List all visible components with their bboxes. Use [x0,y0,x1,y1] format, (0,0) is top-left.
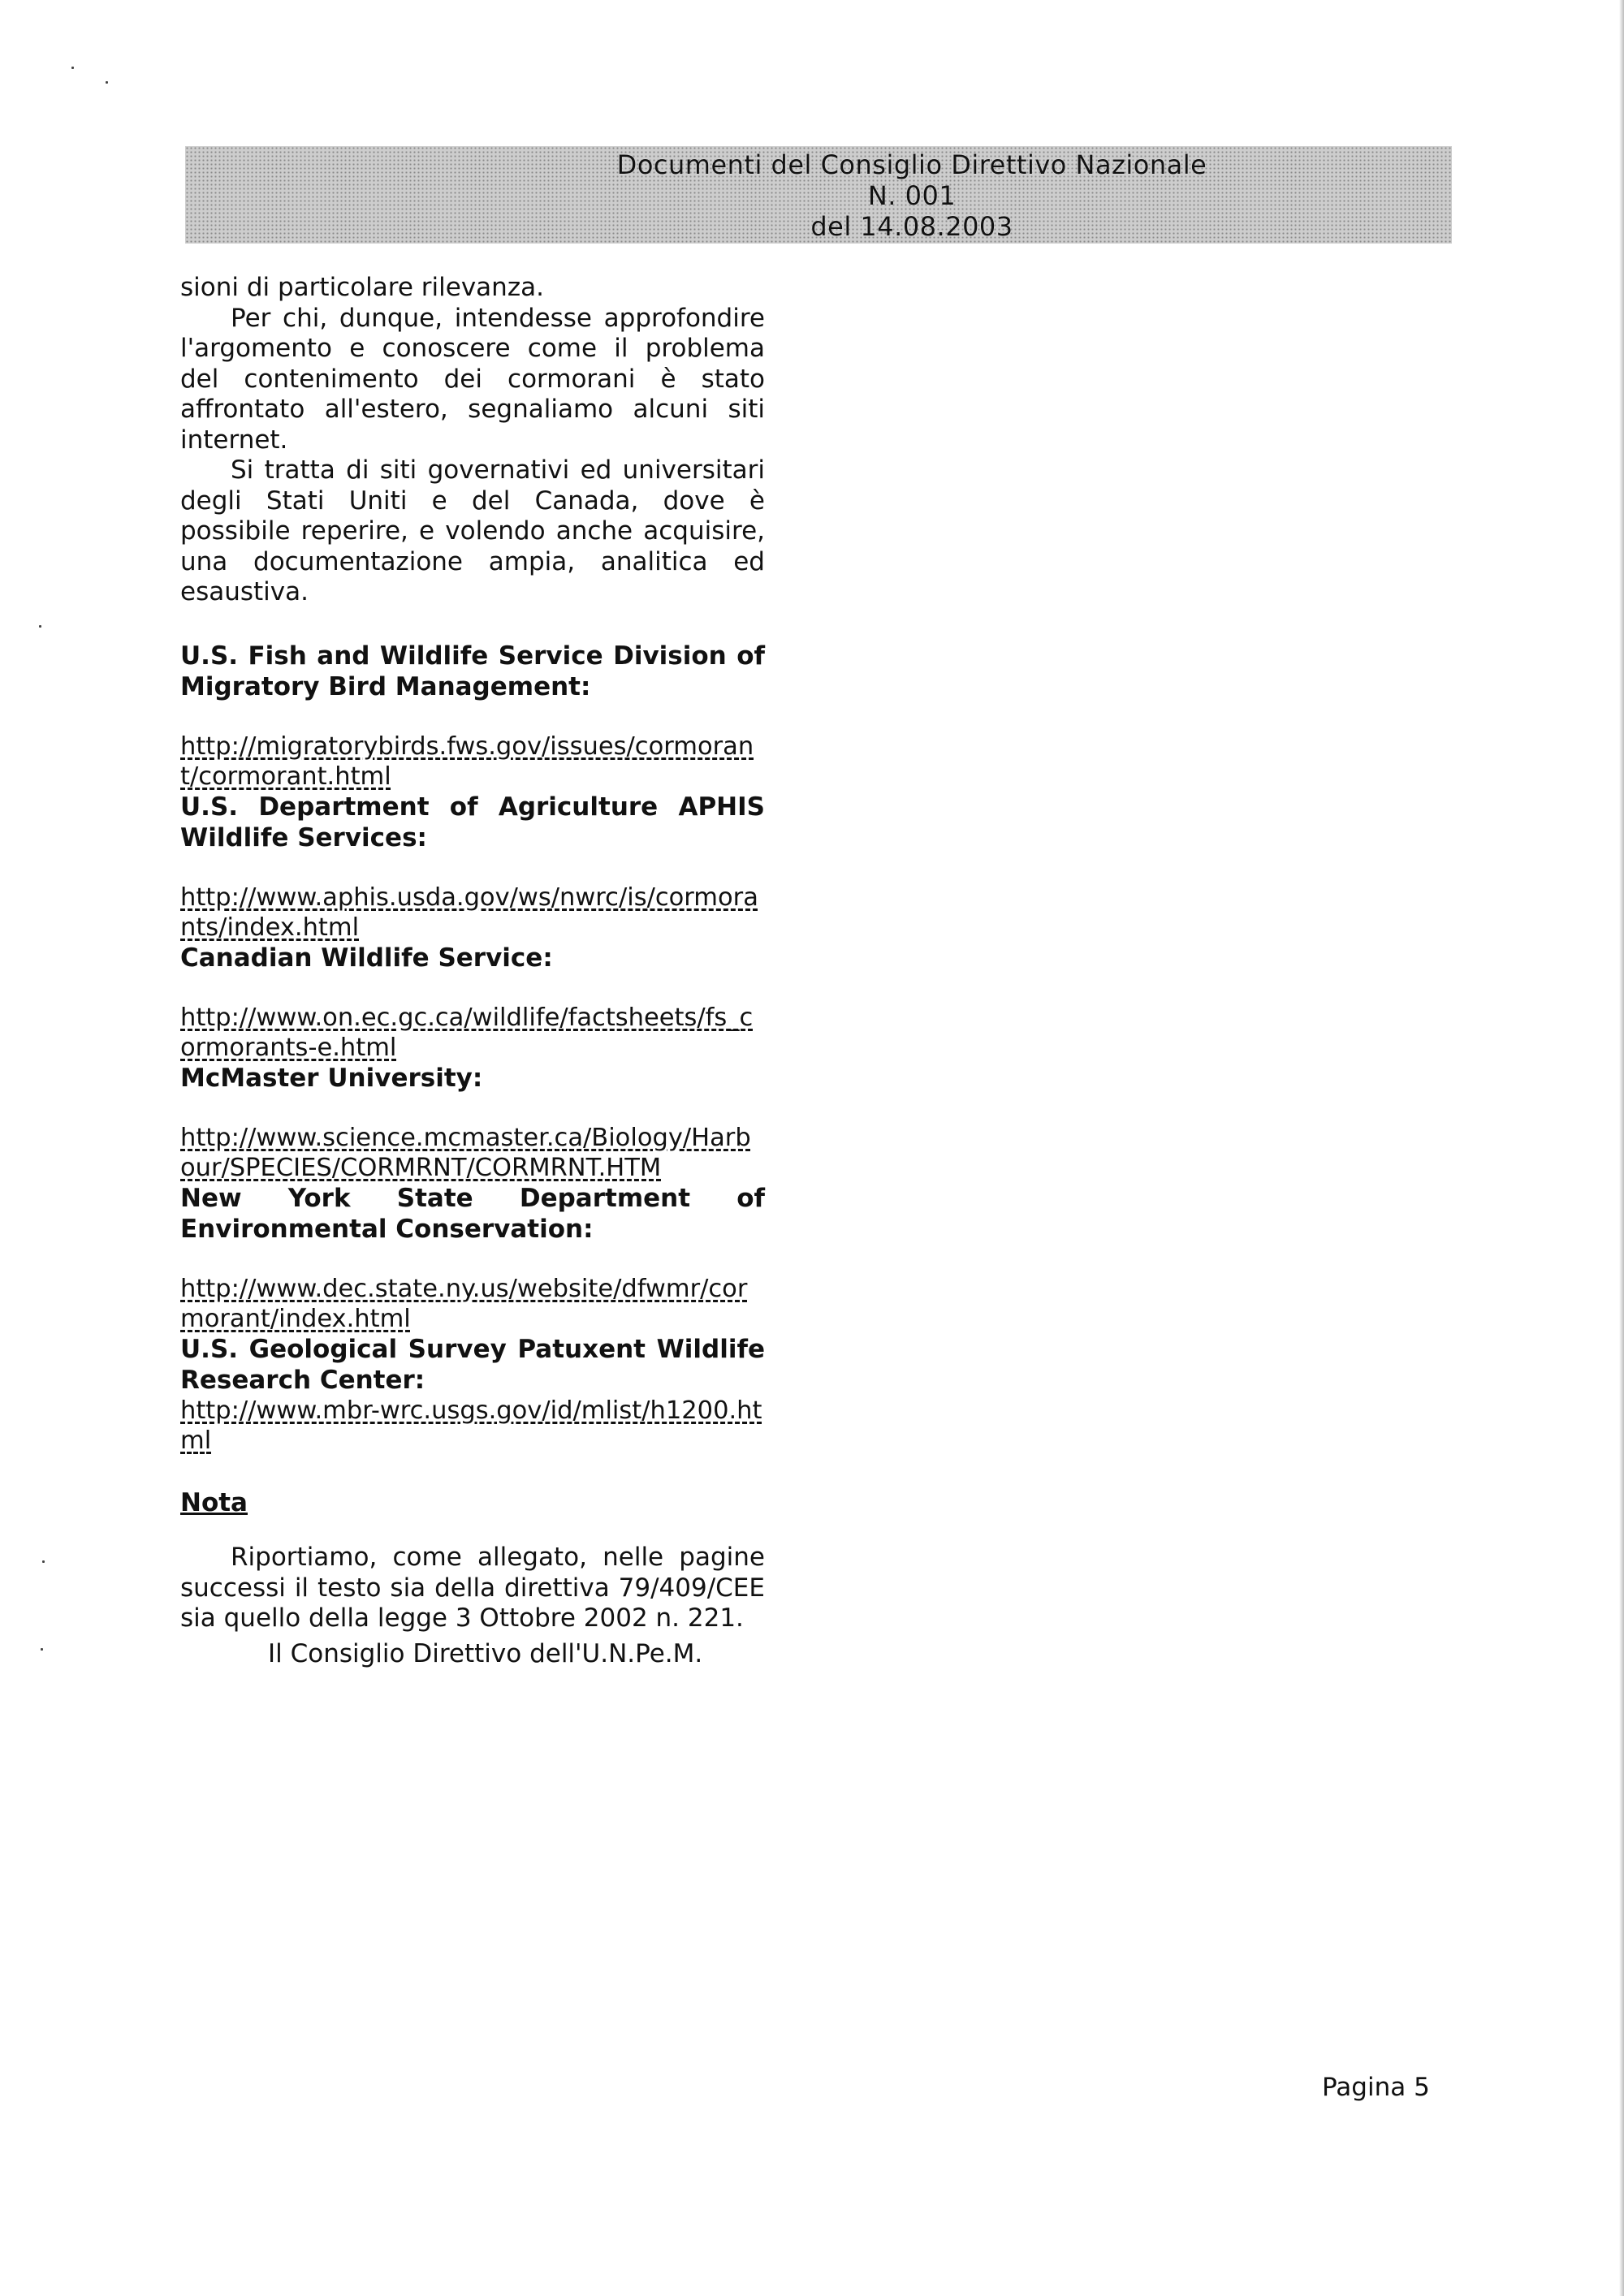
scan-speck [106,81,108,84]
text-column [180,273,765,1634]
header-title: Documenti del Consiglio Direttivo Nazionale [616,149,1207,180]
resource-entry [180,1063,765,1183]
resource-entry [180,1183,765,1334]
scan-speck [71,67,74,69]
page-number: Pagina 5 [1322,2073,1430,2102]
nota-paragraph: Riportiamo, come allegato, nelle pagine successi il testo sia della direttiva 79/409/CEE sia quello della legge 3 Ottobre 2002 n. 221. [180,1543,765,1633]
resource-entry [180,1334,765,1456]
intro-paragraph-3: Si tratta di siti governativi ed universitari degli Stati Uniti e del Canada, dove è possibile reperire, e volendo anche acquisire, una documentazione ampia, analitica ed esaustiva. [180,455,765,606]
scan-speck [39,625,41,628]
resource-org-name: U.S. Department of Agriculture APHIS Wildlife Services: [180,792,765,852]
resource-org-name: Canadian Wildlife Service: [180,943,553,973]
resource-org-name: McMaster University: [180,1063,483,1093]
header-date: del 14.08.2003 [810,211,1013,242]
header-number: N. 001 [867,180,957,211]
scan-edge-shadow [1619,0,1624,2296]
nota-heading: Nota [180,1487,248,1517]
signature: Il Consiglio Direttivo dell'U.N.Pe.M. [268,1639,703,1668]
resource-link[interactable]: http://www.mbr-wrc.usgs.gov/id/mlist/h1200.html [180,1396,762,1455]
resource-org-name: U.S. Geological Survey Patuxent Wildlife Research Center: [180,1334,765,1395]
resource-entry [180,792,765,943]
scan-speck [42,1560,45,1563]
intro-paragraph-1: sioni di particolare rilevanza. [180,273,544,302]
resource-entry [180,943,765,1063]
resource-link[interactable]: http://www.dec.state.ny.us/website/dfwmr/cormorant/index.html [180,1274,748,1333]
resource-link[interactable]: http://www.science.mcmaster.ca/Biology/Harbour/SPECIES/CORMRNT/CORMRNT.HTM [180,1123,751,1182]
intro-paragraph-2: Per chi, dunque, intendesse approfondire l'argomento e conoscere come il problema del contenimento dei cormorani è stato affrontato all'estero, segnaliamo alcuni siti internet. [180,303,765,455]
resource-link[interactable]: http://www.aphis.usda.gov/ws/nwrc/is/cormorants/index.html [180,883,758,942]
resource-link[interactable]: http://www.on.ec.gc.ca/wildlife/factsheets/fs_cormorants-e.html [180,1003,754,1062]
resource-link[interactable]: http://migratorybirds.fws.gov/issues/cormorant/cormorant.html [180,732,754,791]
resource-org-name: U.S. Fish and Wildlife Service Division of Migratory Bird Management: [180,641,765,701]
document-header-band [185,146,1452,244]
resource-entry [180,641,765,792]
scan-speck [41,1648,43,1651]
resource-org-name: New York State Department of Environmental Conservation: [180,1183,765,1244]
